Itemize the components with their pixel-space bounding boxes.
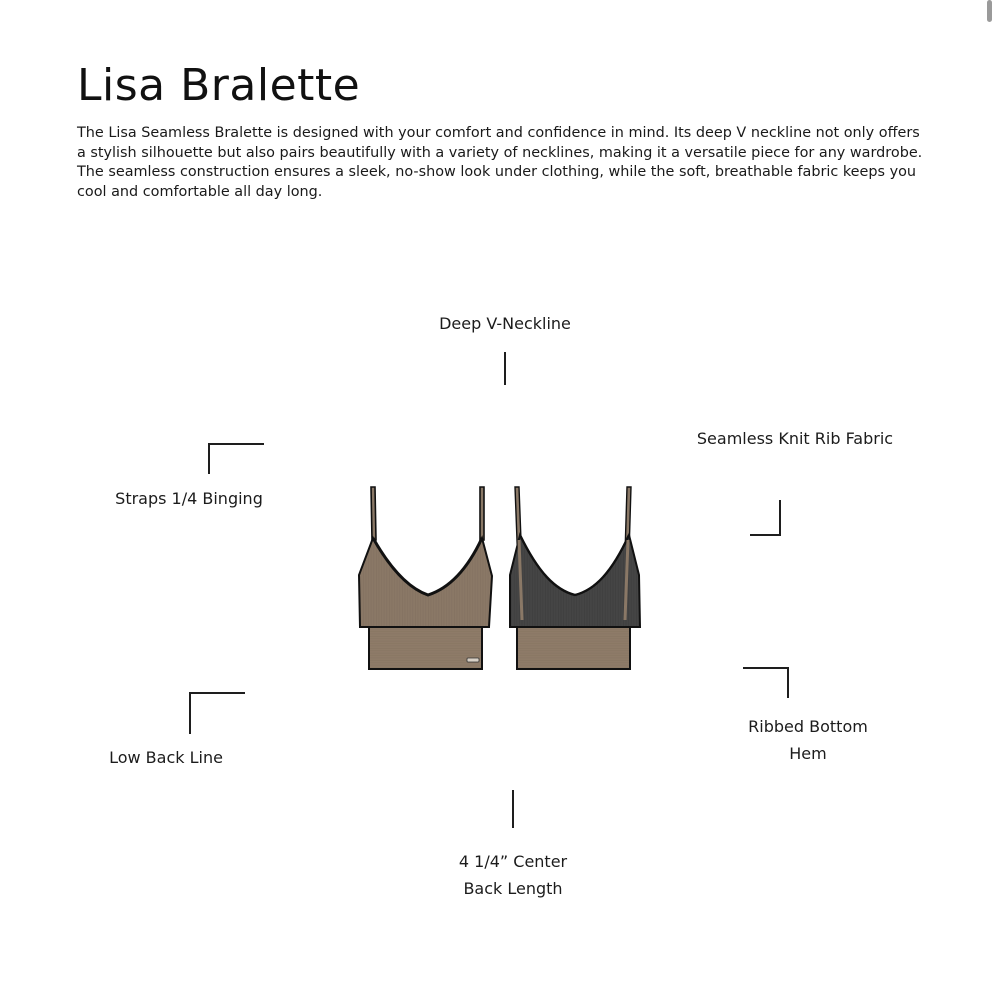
callout-straps: Straps 1/4 Binging <box>115 489 263 508</box>
garment-front-view <box>359 487 492 669</box>
callout-low-back-line: Low Back Line <box>109 748 223 767</box>
front-strap-right <box>480 487 484 540</box>
callout-deep-v-neckline: Deep V-Neckline <box>439 314 571 333</box>
back-body <box>510 535 640 627</box>
callout-marker-center-back-length <box>512 790 514 828</box>
back-band <box>517 627 630 669</box>
callout-ribbed-bottom-hem-line-1: Ribbed Bottom <box>748 717 868 736</box>
callout-ribbed-bottom-hem-line-2: Hem <box>789 744 827 763</box>
callout-seamless-knit-rib-fabric: Seamless Knit Rib Fabric <box>696 429 894 448</box>
callout-marker-deep-v-neckline <box>504 352 506 385</box>
callout-marker-straps <box>208 443 264 474</box>
front-band <box>369 627 482 669</box>
front-cup-body <box>359 538 492 627</box>
callout-marker-seamless-knit-rib-fabric <box>750 500 781 536</box>
callout-center-back-length-line-2: Back Length <box>463 879 563 898</box>
callout-center-back-length <box>438 848 588 902</box>
callout-center-back-length-line-1: 4 1/4” Center <box>458 852 568 871</box>
garment-illustration <box>350 480 650 680</box>
callout-ribbed-bottom-hem <box>733 713 883 767</box>
page-title: Lisa Bralette <box>77 60 361 111</box>
callout-marker-ribbed-bottom-hem <box>743 667 789 698</box>
scrollbar-thumb[interactable] <box>987 0 992 22</box>
product-description: The Lisa Seamless Bralette is designed with your comfort and confidence in mind. Its deep V neckline not only offers a stylish silhouette but also pairs beautifully with a variety of necklines, making it a versatile piece for any wardrobe. The seamless construction ensures a sleek, no-show look under clothing, while the soft, breathable fabric keeps you cool and comfortable all day long. <box>77 125 923 200</box>
front-label-tab <box>467 658 479 662</box>
callout-marker-low-back-line <box>189 692 245 734</box>
garment-back-view <box>510 487 640 669</box>
front-strap-left <box>371 487 376 540</box>
